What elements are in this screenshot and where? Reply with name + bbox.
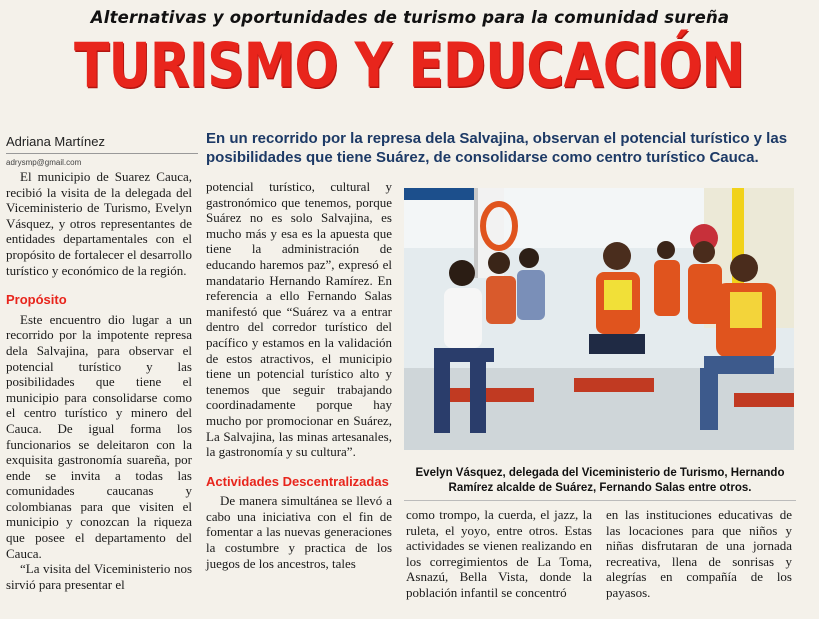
article-photo	[404, 188, 794, 450]
subhead-actividades: Actividades Descentralizadas	[206, 473, 389, 489]
headline: TURISMO Y EDUCACIÓN	[74, 31, 744, 102]
paragraph: “La visita del Viceministerio nos sirvió para presentar el	[6, 561, 192, 592]
caption-divider	[404, 500, 796, 501]
photo-caption: Evelyn Vásquez, delegada del Viceministerio de Turismo, Hernando Ramírez alcalde de Suárez, Fernando Salas entre otros.	[415, 467, 785, 494]
paragraph: Este encuentro dio lugar a un recorrido por la impotente represa dela Salvajina, para observar el potencial turístico y las posibilidades que tiene el municipio para consolidarse como el centro turístico y minero del Cauca. De igual forma los funcionarios se deleitaron con la exquisita gastronomía suareña, por ende se invita a todas las comunidades caucanas y colombianas para que visiten el municipio y conozcan la riqueza que posee el departamento del Cauca.	[6, 311, 192, 561]
paragraph: De manera simultánea se llevó a cabo una iniciativa con el fin de fomentar a las nuevas generaciones la costumbre y practica de los juegos de los ancestros, tales	[206, 493, 392, 571]
column-2	[206, 179, 392, 571]
kicker-line: Alternativas y oportunidades de turismo para la comunidad sureña	[90, 8, 730, 27]
subhead-proposito: Propósito	[6, 292, 67, 308]
paragraph: El municipio de Suarez Cauca, recibió la visita de la delegada del Viceministerio de Turismo, Evelyn Vásquez, y otros representantes de entidades departamentales con el propósito de fortalecer el desarrollo turístico y económico de la región.	[6, 169, 192, 278]
author-name: Adriana Martínez	[6, 134, 105, 149]
article-deck: En un recorrido por la represa dela Salvajina, observan el potencial turístico y las posibilidades que tiene Suárez, de consolidarse como centro turístico Cauca.	[206, 130, 788, 166]
author-divider	[6, 153, 198, 154]
column-1	[6, 167, 192, 592]
column-4	[606, 507, 792, 601]
column-3	[406, 507, 592, 601]
paragraph: en las instituciones educativas de las locaciones para que niños y niñas disfrutaran de una jornada recreativa, llena de sonrisas y alegrías en compañía de los payasos.	[606, 507, 792, 600]
paragraph: potencial turístico, cultural y gastronómico que tenemos, porque Suárez no es solo Salvajina, es mucho más y esa es la apuesta que tiene la administración de educando haremos paz”, expresó el mandatario Hernando Ramírez. En referencia a ello Fernando Salas manifestó que “Suárez va a entrar dentro del corredor turístico del pacífico y estamos en la validación de estos atractivos, el municipio tiene un potencial turístico alto y tenemos que seguir trabajando coordinadamente porque hay mucho por promocionar en Suárez, La Salvajina, las minas artesanales, la gastronomía y su cultura”.	[206, 179, 392, 460]
boat-group-photo	[404, 188, 794, 450]
author-email: adrysmp@gmail.com	[6, 158, 82, 167]
paragraph: como trompo, la cuerda, el jazz, la ruleta, el yoyo, entre otros. Estas actividades se vienen realizando en los corregimientos de La Toma, Asnazú, Bella Vista, donde la población infantil se concentró	[406, 507, 592, 600]
